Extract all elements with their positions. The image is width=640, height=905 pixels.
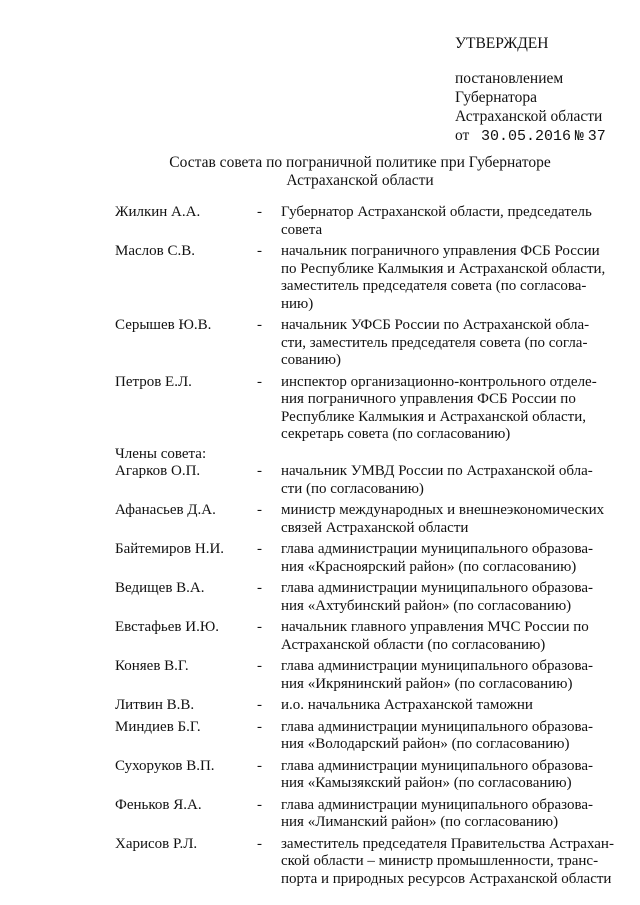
member-name: Евстафьев И.Ю. — [115, 619, 220, 635]
position-line: глава администрации муниципального образова- — [281, 718, 594, 735]
member-row — [115, 758, 615, 793]
member-row — [115, 697, 615, 715]
position-line: Республике Калмыкия и Астраханской области, — [281, 408, 587, 425]
position-line: ния «Красноярский район» (по согласованию) — [281, 558, 577, 575]
member-name: Ведищев В.А. — [115, 580, 205, 596]
member-dash: - — [257, 835, 262, 852]
position-line: сованию) — [281, 352, 341, 368]
position-line: начальник УФСБ России по Астраханской обла- — [281, 317, 590, 333]
member-row — [115, 719, 615, 754]
position-line: ния «Икрянинский район» (по согласованию) — [281, 675, 573, 692]
position-line: начальник пограничного управления ФСБ России — [281, 243, 600, 259]
member-row — [115, 463, 615, 498]
position-line: сти (по согласованию) — [281, 480, 424, 497]
member-row — [115, 374, 615, 444]
member-dash: - — [257, 463, 262, 479]
member-position — [281, 463, 615, 498]
member-row — [115, 797, 615, 832]
member-name: Сухоруков В.П. — [115, 757, 215, 774]
position-line: ния «Камызякский район» (по согласованию) — [281, 775, 572, 791]
approval-stamp — [455, 34, 606, 146]
position-line: ния «Лиманский район» (по согласованию) — [281, 814, 559, 830]
member-dash: - — [257, 580, 262, 596]
member-dash: - — [257, 541, 262, 557]
member-dash: - — [257, 796, 262, 813]
position-line: секретарь совета (по согласованию) — [281, 426, 511, 442]
title-line: Астраханской области — [286, 172, 434, 189]
member-dash: - — [257, 757, 262, 774]
member-position — [281, 243, 615, 313]
position-line: ния «Ахтубинский район» (по согласованию) — [281, 597, 572, 614]
position-line: министр международных и внешнеэкономических — [281, 502, 605, 518]
member-position — [281, 758, 615, 793]
member-name: Коняев В.Г. — [115, 658, 189, 674]
member-position — [281, 797, 615, 832]
approval-line: Губернатора — [455, 89, 537, 106]
position-line: совета — [281, 221, 323, 238]
council-composition-list — [115, 204, 615, 892]
member-dash: - — [257, 204, 262, 220]
member-position — [281, 836, 615, 889]
position-line: ской области – министр промышленности, транс- — [281, 853, 599, 869]
member-dash: - — [257, 697, 262, 713]
position-line: глава администрации муниципального образова- — [281, 796, 594, 813]
member-row — [115, 658, 615, 693]
member-dash: - — [257, 317, 262, 333]
member-row — [115, 204, 615, 239]
position-line: начальник УМВД России по Астраханской обла- — [281, 463, 593, 479]
members-heading: Члены совета: — [115, 445, 207, 462]
member-position — [281, 374, 615, 444]
member-name: Жилкин А.А. — [115, 204, 201, 220]
member-position — [281, 658, 615, 693]
member-name: Литвин В.В. — [115, 697, 195, 713]
member-position — [281, 541, 615, 576]
position-line: по Республике Калмыкия и Астраханской области, — [281, 260, 606, 277]
position-line: глава администрации муниципального образова- — [281, 541, 594, 557]
position-line: нию) — [281, 295, 314, 312]
member-dash: - — [257, 718, 262, 735]
member-name: Афанасьев Д.А. — [115, 502, 216, 518]
position-line: и.о. начальника Астраханской таможни — [281, 697, 533, 713]
member-name: Маслов С.В. — [115, 243, 195, 259]
member-name: Байтемиров Н.И. — [115, 541, 225, 557]
member-position — [281, 502, 615, 537]
title-line: Состав совета по пограничной политике при Губернаторе — [169, 154, 551, 171]
date-prefix: от — [455, 127, 470, 144]
member-position — [281, 580, 615, 615]
member-position — [281, 697, 615, 715]
approval-line: Астраханской области — [455, 108, 603, 125]
number-sign: № — [574, 128, 584, 145]
approval-heading: УТВЕРЖДЕН — [455, 35, 549, 52]
position-line: связей Астраханской области — [281, 519, 469, 536]
position-line: глава администрации муниципального образова- — [281, 757, 594, 774]
member-name: Миндиев Б.Г. — [115, 718, 201, 735]
member-name: Серышев Ю.В. — [115, 317, 212, 333]
position-line: глава администрации муниципального образова- — [281, 658, 594, 674]
position-line: инспектор организационно-контрольного отделе- — [281, 373, 597, 390]
member-row — [115, 317, 615, 370]
position-line: сти, заместитель председателя совета (по согла- — [281, 334, 588, 351]
member-name: Агарков О.П. — [115, 463, 201, 479]
member-dash: - — [257, 373, 262, 390]
member-row — [115, 619, 615, 654]
position-line: ния пограничного управления ФСБ России по — [281, 391, 576, 407]
member-dash: - — [257, 619, 262, 635]
member-name: Харисов Р.Л. — [115, 835, 198, 852]
member-position — [281, 204, 615, 239]
member-position — [281, 317, 615, 370]
member-row — [115, 541, 615, 576]
member-dash: - — [257, 658, 262, 674]
document-title — [140, 154, 580, 190]
member-position — [281, 719, 615, 754]
position-line: Губернатор Астраханской области, председатель — [281, 204, 592, 220]
position-line: начальник главного управления МЧС России по — [281, 619, 589, 635]
member-name: Феньков Я.А. — [115, 796, 202, 813]
approval-date: 30.05.2016 — [480, 128, 571, 145]
approval-number: 37 — [587, 128, 606, 145]
member-position — [281, 619, 615, 654]
member-name: Петров Е.Л. — [115, 373, 192, 390]
position-line: глава администрации муниципального образова- — [281, 580, 594, 596]
position-line: порта и природных ресурсов Астраханской области — [281, 870, 612, 887]
member-dash: - — [257, 243, 262, 259]
position-line: заместитель председателя совета (по согласова- — [281, 278, 587, 294]
member-dash: - — [257, 502, 262, 518]
approval-date-line — [455, 126, 606, 146]
approval-line: постановлением — [455, 70, 564, 87]
member-row — [115, 580, 615, 615]
member-row — [115, 836, 615, 889]
member-row — [115, 243, 615, 313]
position-line: Астраханской области (по согласованию) — [281, 636, 546, 653]
position-line: ния «Володарский район» (по согласованию) — [281, 736, 570, 752]
position-line: заместитель председателя Правительства Астрахан- — [281, 835, 614, 852]
member-row — [115, 502, 615, 537]
